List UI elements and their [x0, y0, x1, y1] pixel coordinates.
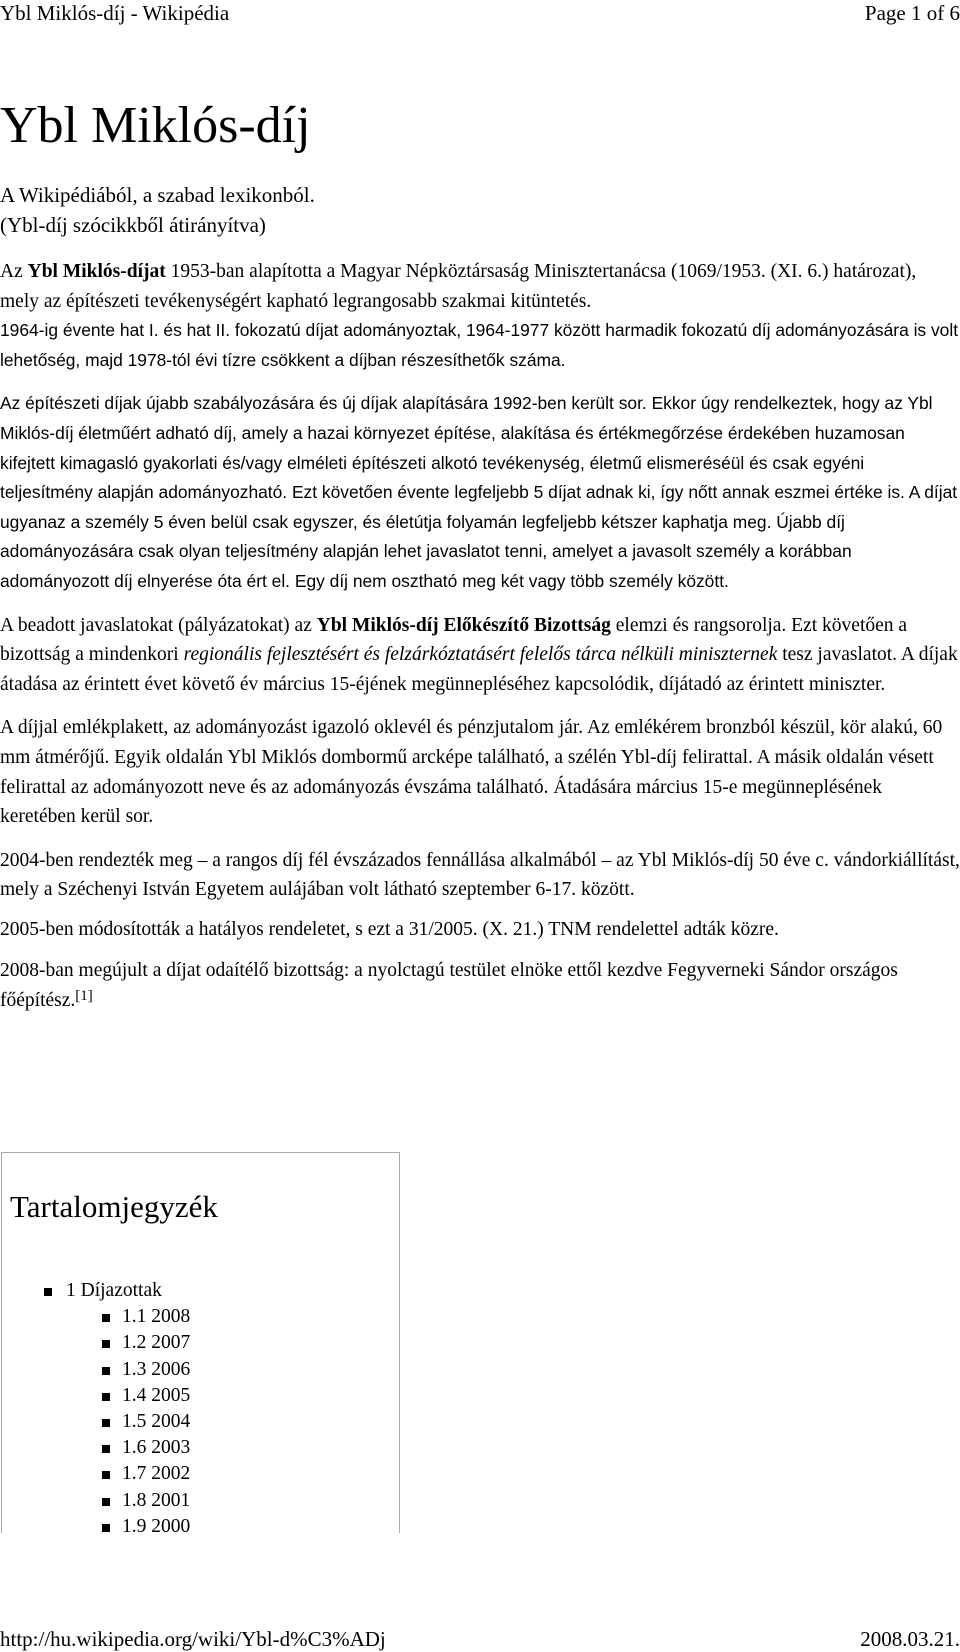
bullet-icon [102, 1419, 110, 1427]
intro-text-c: 1953-ban alapította a Magyar Népköztársaság Minisztertanácsa (1069/1953. (XI. 6.) határozat), mely az építészeti tevékenységért kapható legrangosabb szakmai kitüntetés. [0, 261, 917, 312]
toc-item-2007[interactable] [66, 1330, 190, 1356]
bullet-icon [102, 1314, 110, 1322]
toc-item-label[interactable]: 1.5 2004 [122, 1411, 191, 1433]
toc-item-label[interactable]: 1.2 2007 [122, 1332, 191, 1354]
table-of-contents [1, 1152, 400, 1537]
site-sub-tagline: A Wikipédiából, a szabad lexikonból. [0, 183, 315, 207]
intro-text-a: Az [0, 261, 28, 282]
print-header [0, 0, 960, 26]
toc-item-2002[interactable] [66, 1461, 190, 1487]
toc-sublist [66, 1304, 190, 1540]
article-subtitle [0, 180, 315, 240]
toc-item-2001[interactable] [66, 1488, 190, 1514]
print-header-title: Ybl Miklós-díj - Wikipédia [0, 1, 230, 25]
article-body [0, 257, 960, 1028]
bullet-icon [102, 1445, 110, 1453]
paragraph-2008 [0, 956, 960, 1015]
paragraph-committee [0, 611, 960, 700]
minister-italic: regionális fejlesztésért és felzárkóztatásért felelős tárca nélküli miniszternek [183, 644, 778, 666]
paragraph-regulation: Az építészeti díjak újabb szabályozására és új díjak alapítására 1992-ben került sor. Ekkor úgy rendelkeztek, hogy az Ybl Miklós-díj életműért adható díj, amely a hazai környezet építése, alakítása és értékmegőrzése érdekében huzamosan kifejtett kimagasló gyakorlati és/vagy elméleti építészeti alkotó tevékenység, életmű elismeréséül és csak egyéni teljesítmény alapján adományozható. Ezt követően évente legfeljebb 5 díjat adnak ki, így nőtt annak eszmei értéke is. A díjat ugyanaz a személy 5 éven belül csak egyszer, és életútja folyamán legfeljebb kétszer kaphatja meg. Újabb díj adományozására csak olyan teljesítmény alapján lehet javaslatot tenni, amelyet a javasolt személy a korábban adományozott díj elnyerése óta ért el. Egy díj nem osztható meg két vagy több személy között. [0, 393, 958, 591]
toc-item-label[interactable]: 1.6 2003 [122, 1437, 191, 1459]
toc-item-label[interactable]: 1.1 2008 [122, 1306, 191, 1328]
toc-item-label[interactable]: 1.4 2005 [122, 1384, 191, 1406]
paragraph-2004: 2004-ben rendezték meg – a rangos díj fél évszázados fennállása alkalmából – az Ybl Miklós-díj 50 éve c. vándorkiállítást, mely a Széchenyi István Egyetem aulájában volt látható szeptember 6-17. között. [0, 849, 960, 901]
committee-text-e: tesz javaslatot. A díjak átadása az érintett évet követő év március 15-éjének megünnepléséhez kapcsolódik, díjátadó az érintett miniszter. [0, 644, 958, 695]
toc-list [2, 1278, 190, 1540]
bullet-icon [44, 1288, 52, 1296]
intro-bold-name: Ybl Miklós-díjat [27, 261, 166, 282]
print-footer [0, 1626, 960, 1652]
toc-item-label[interactable]: 1.7 2002 [122, 1463, 191, 1485]
bullet-icon [102, 1471, 110, 1479]
committee-text-c: elemzi és rangsorolja. Ezt követően a bizottság a mindenkori [0, 614, 908, 666]
toc-item-2004[interactable] [66, 1409, 190, 1435]
footer-url: http://hu.wikipedia.org/wiki/Ybl-d%C3%ADj [0, 1627, 386, 1651]
committee-bold-name: Ybl Miklós-díj Előkészítő Bizottság [316, 614, 611, 636]
toc-item-2008[interactable] [66, 1304, 190, 1330]
toc-item-2005[interactable] [66, 1383, 190, 1409]
toc-title: Tartalomjegyzék [10, 1189, 218, 1224]
toc-item-label[interactable]: 1 Díjazottak [66, 1280, 162, 1301]
bullet-icon [102, 1367, 110, 1375]
toc-item-label[interactable]: 1.8 2001 [122, 1489, 191, 1511]
toc-item-2003[interactable] [66, 1435, 190, 1461]
bullet-icon [102, 1393, 110, 1401]
print-header-page-number: Page 1 of 6 [864, 1, 960, 25]
paragraph-2008-text: 2008-ban megújult a díjat odaítélő bizottság: a nyolctagú testület elnöke ettől kezdve Fegyverneki Sándor országos főépítész. [0, 960, 898, 1012]
bullet-icon [102, 1340, 110, 1348]
paragraph-levels: 1964-ig évente hat I. és hat II. fokozatú díjat adományoztak, 1964-1977 között harmadik fokozatú díj adományozására is volt lehetőség, majd 1978-tól évi tízre csökkent a díjban részesíthetők száma. [0, 320, 959, 370]
article-title: Ybl Miklós-díj [0, 97, 311, 154]
toc-item-2006[interactable] [66, 1357, 190, 1383]
toc-item-label[interactable]: 1.3 2006 [122, 1358, 191, 1380]
toc-item-label[interactable]: 1.9 2000 [122, 1515, 191, 1537]
paragraph-plaque: A díjjal emlékplakett, az adományozást igazoló oklevél és pénzjutalom jár. Az emlékérem bronzból készül, kör alakú, 60 mm átmérőjű. Egyik oldalán Ybl Miklós dombormű arcképe található, a szélén Ybl-díj felirattal. A másik oldalán vésett felirattal az adományozott neve és az adományozás évszáma található. Átadására március 15-e megünneplésének keretében kerül sor. [0, 717, 943, 828]
bullet-icon [102, 1498, 110, 1506]
paragraph-2005: 2005-ben módosították a hatályos rendeletet, s ezt a 31/2005. (X. 21.) TNM rendelettel adták közre. [0, 918, 779, 940]
committee-text-a: A beadott javaslatokat (pályázatokat) az [0, 614, 317, 636]
reference-link[interactable]: [1] [75, 988, 93, 1005]
toc-item-dijazottak[interactable] [2, 1278, 190, 1540]
redirect-note: (Ybl-díj szócikkből átirányítva) [0, 213, 266, 237]
bullet-icon [102, 1524, 110, 1532]
footer-date: 2008.03.21. [860, 1627, 960, 1651]
paragraph-intro [0, 257, 960, 316]
toc-item-2000[interactable] [66, 1514, 190, 1540]
